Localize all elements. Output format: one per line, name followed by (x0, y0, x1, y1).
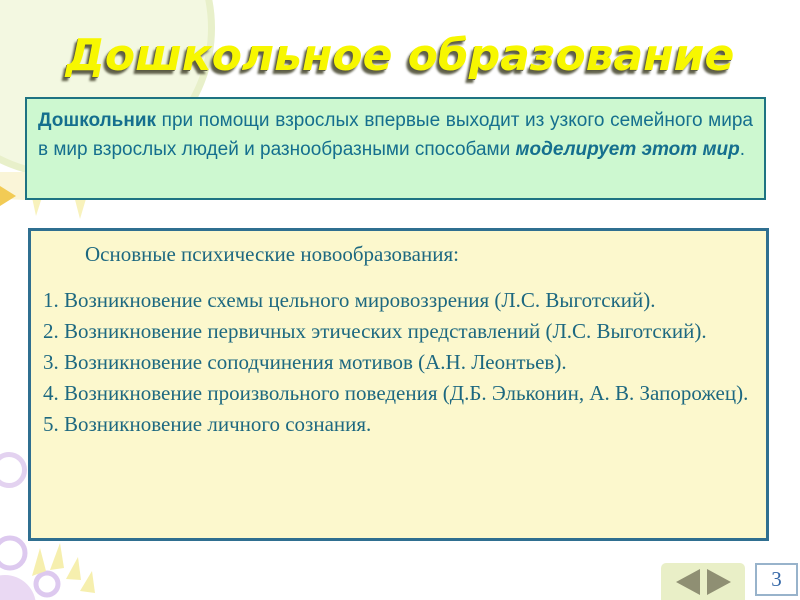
triangle-right-icon (707, 569, 731, 595)
list-item-3: 3. Возникновение соподчинения мотивов (А.Н. Леонтьев). (43, 350, 567, 374)
intro-tail-text: . (739, 139, 745, 160)
intro-text-box (25, 97, 766, 200)
intro-lead-bold: Дошкольник (38, 110, 157, 131)
balloon-ring-decoration-left (0, 452, 27, 488)
list-text-box (28, 228, 769, 541)
intro-body-text: при помощи взрослых впервые выходит из узкого семейного мира в мир взрослых людей и разнообразными способами (38, 110, 753, 160)
list-item-4: 4. Возникновение произвольного поведения (Д.Б. Эльконин, А. В. Запорожец). (43, 381, 749, 405)
list-item-1: 1. Возникновение схемы цельного мировоззрения (Л.С. Выготский). (43, 288, 656, 312)
previous-slide-button[interactable] (675, 569, 701, 595)
list-heading: Основные психические новообразования: (85, 242, 459, 266)
intro-emphasis-text: моделирует этот мир (515, 139, 740, 160)
next-slide-button[interactable] (706, 569, 732, 595)
list-item-5: 5. Возникновение личного сознания. (43, 412, 372, 436)
intro-paragraph (38, 106, 753, 164)
triangle-left-icon (676, 569, 700, 595)
page-number: 3 (771, 567, 782, 591)
list-item-2: 2. Возникновение первичных этических представлений (Л.С. Выготский). (43, 319, 707, 343)
page-title: Дошкольное образование (65, 30, 735, 81)
page-number-box (755, 563, 798, 596)
slide-navigation (661, 563, 745, 600)
